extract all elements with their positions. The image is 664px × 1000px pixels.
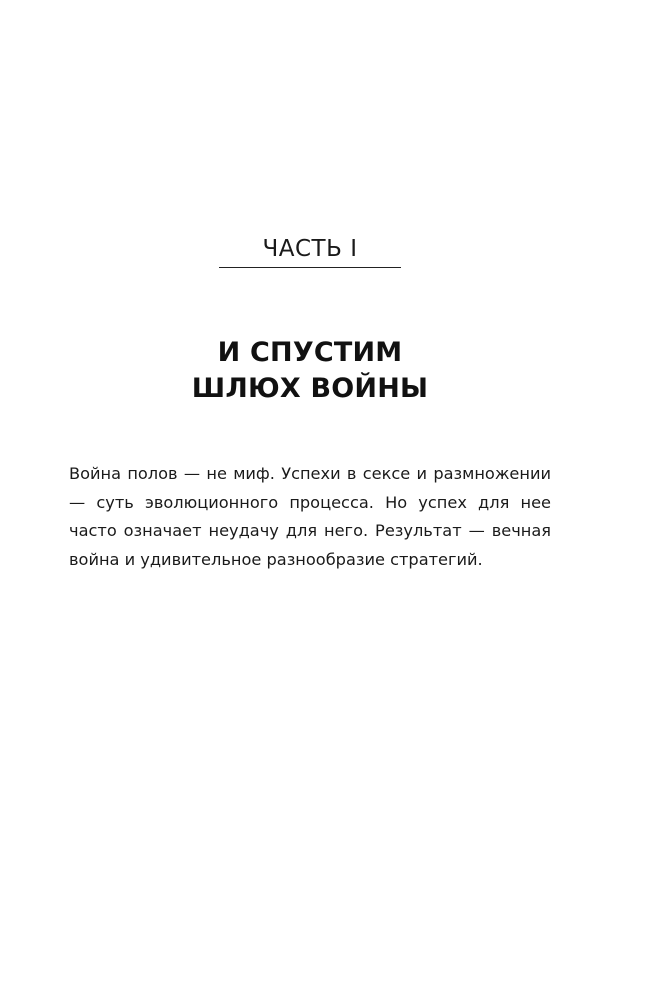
chapter-title-line-1: И СПУСТИМ <box>217 337 403 368</box>
chapter-title <box>0 335 620 407</box>
intro-paragraph: Война полов — не миф. Успехи в сексе и размножении — суть эволюционного процесса. Но успех для нее часто означает неудачу для него. Результат — вечная война и удивительное разнообразие стратегий. <box>69 464 551 569</box>
part-divider <box>219 267 401 268</box>
part-label: ЧАСТЬ I <box>262 236 358 262</box>
chapter-title-line-2: ШЛЮХ ВОЙНЫ <box>191 373 429 404</box>
